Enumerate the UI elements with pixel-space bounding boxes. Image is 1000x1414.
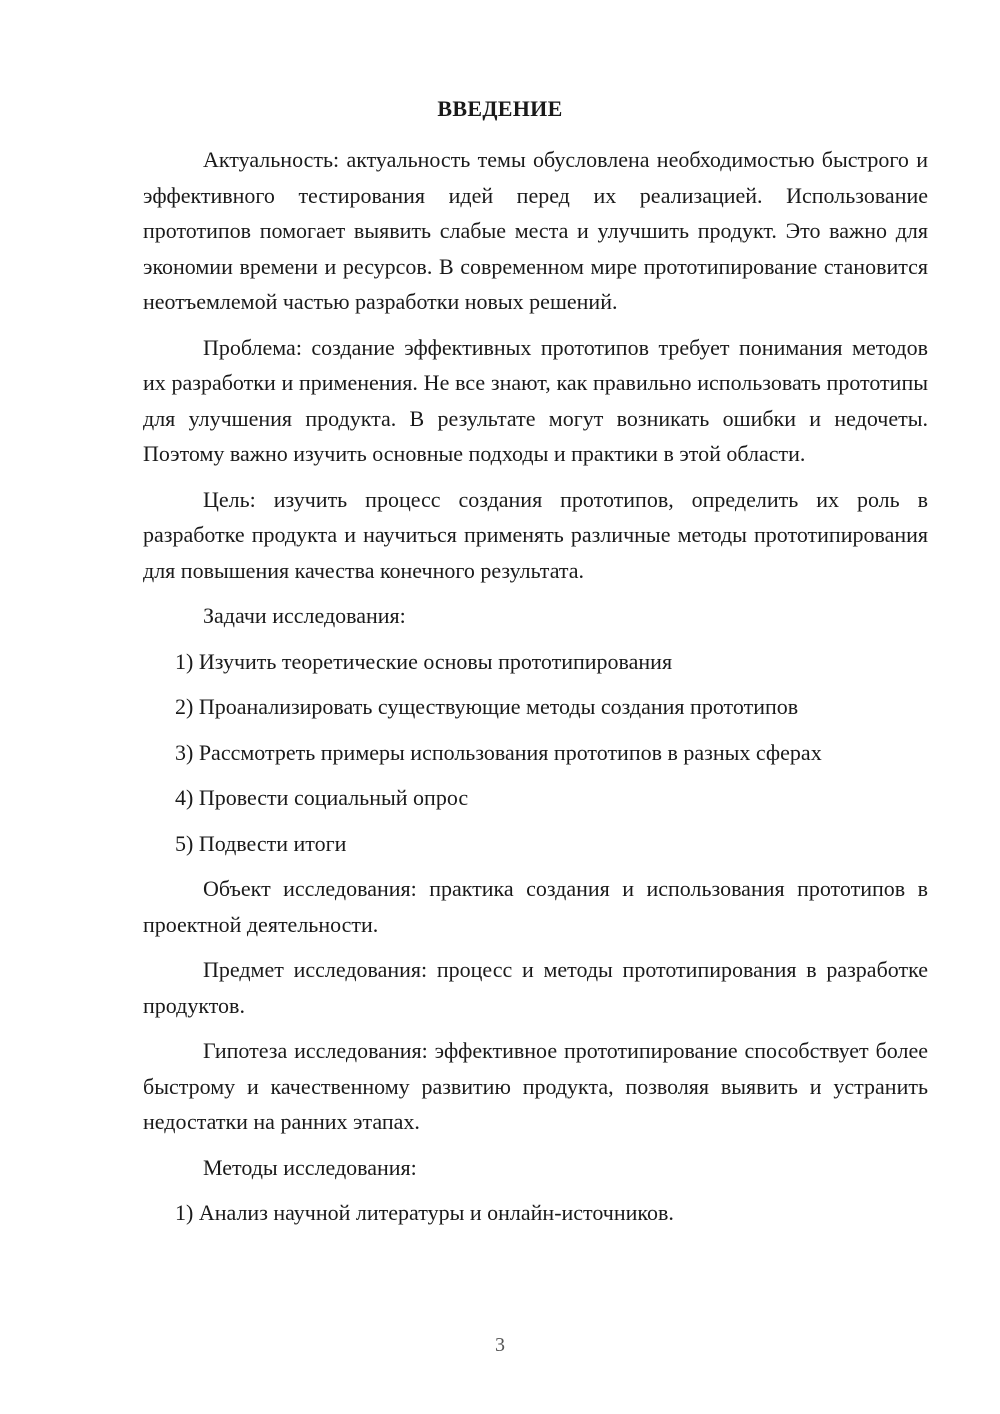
tasks-heading: Задачи исследования: — [203, 603, 406, 628]
methods-heading: Методы исследования: — [203, 1154, 417, 1180]
paragraph-problem: Проблема: создание эффективных прототипов требует понимания методов их разработки и применения. Не все знают, как правильно использовать прототипы для улучшения продукта. В результате могут возникать ошибки и недочеты. Поэтому важно изучить основные подходы и практики в этой области. — [143, 334, 928, 466]
task-list-item: 1) Изучить теоретические основы прототипирования — [175, 648, 673, 674]
page-number: 3 — [495, 1334, 505, 1356]
page-title: ВВЕДЕНИЕ — [437, 96, 563, 121]
task-list-item: 4) Провести социальный опрос — [175, 785, 469, 810]
paragraph-goal: Цель: изучить процесс создания прототипов, определить их роль в разработке продукта и научиться применять различные методы прототипирования для повышения качества конечного результата. — [143, 486, 928, 583]
paragraph-object: Объект исследования: практика создания и использования прототипов в проектной деятельности. — [143, 876, 928, 937]
document-body — [143, 142, 928, 1241]
method-list-item: 1) Анализ научной литературы и онлайн-источников. — [175, 1200, 674, 1225]
task-list-item: 2) Проанализировать существующие методы создания прототипов — [175, 694, 799, 719]
task-list-item: 3) Рассмотреть примеры использования прототипов в разных сферах — [175, 739, 822, 765]
paragraph-hypothesis: Гипотеза исследования: эффективное прототипирование способствует более быстрому и качественному развитию продукта, позволяя выявить и устранить недостатки на ранних этапах. — [143, 1038, 928, 1134]
paragraph-relevance: Актуальность: актуальность темы обусловлена необходимостью быстрого и эффективного тестирования идей перед их реализацией. Использование прототипов помогает выявить слабые места и улучшить продукт. Это важно для экономии времени и ресурсов. В современном мире прототипирование становится неотъемлемой частью разработки новых решений. — [143, 147, 928, 314]
task-list-item: 5) Подвести итоги — [175, 830, 347, 856]
paragraph-subject: Предмет исследования: процесс и методы прототипирования в разработке продуктов. — [143, 957, 928, 1018]
